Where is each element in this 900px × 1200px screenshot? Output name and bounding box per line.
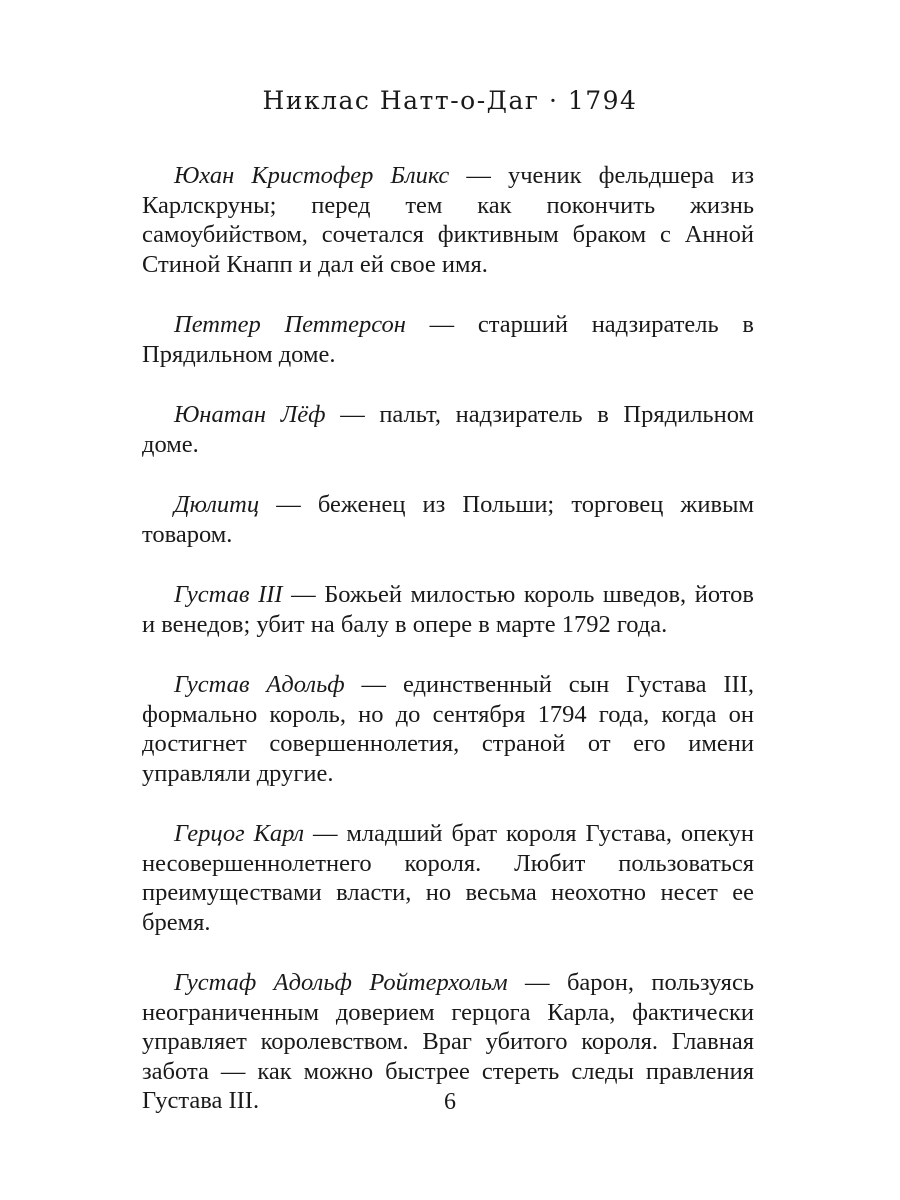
character-description: — ученик фельдшера из Карлскруны; перед тем как покончить жизнь самоубийством, сочетался фиктивным браком с Анной Стиной Кнапп и дал ей свое имя.: [142, 162, 754, 278]
character-entry: [142, 670, 754, 788]
running-head: Никлас Натт-о-Даг · 1794: [262, 86, 638, 115]
page-number: 6: [444, 1089, 456, 1115]
character-entry: [142, 580, 754, 639]
character-name: Петтер Петтерсон: [174, 311, 406, 338]
character-entry: [142, 310, 754, 369]
character-entry: [142, 400, 754, 459]
character-name: Густаф Адольф Ройтерхольм: [174, 969, 508, 996]
character-list: [142, 161, 754, 1147]
character-entry: [142, 490, 754, 549]
character-entry: [142, 161, 754, 279]
character-description: — старший надзиратель в Прядильном доме.: [142, 311, 755, 368]
character-name: Густав III: [174, 581, 283, 608]
character-name: Густав Адольф: [174, 671, 345, 698]
character-description: — Божьей милостью король шведов, йотов и венедов; убит на балу в опере в марте 1792 года.: [142, 581, 754, 638]
character-description: — младший брат короля Густава, опекун несовершеннолетнего короля. Любит пользоваться преимуществами власти, но весьма неохотно несет ее бремя.: [142, 820, 754, 936]
character-description: — единственный сын Густава III, формально король, но до сентября 1794 года, когда он достигнет совершеннолетия, страной от его имени управляли другие.: [142, 671, 754, 787]
character-description: — пальт, надзиратель в Прядильном доме.: [142, 401, 754, 458]
character-name: Дюлитц: [174, 491, 260, 518]
character-name: Юнатан Лёф: [174, 401, 326, 428]
character-entry: [142, 819, 754, 937]
character-description: — барон, пользуясь неограниченным доверием герцога Карла, фактически управляет королевством. Враг убитого короля. Главная забота — как можно быстрее стереть следы правления Густава III.: [142, 969, 754, 1114]
character-name: Юхан Кристофер Бликс: [174, 162, 450, 189]
character-description: — беженец из Польши; торговец живым товаром.: [142, 491, 754, 548]
character-name: Герцог Карл: [174, 820, 305, 847]
